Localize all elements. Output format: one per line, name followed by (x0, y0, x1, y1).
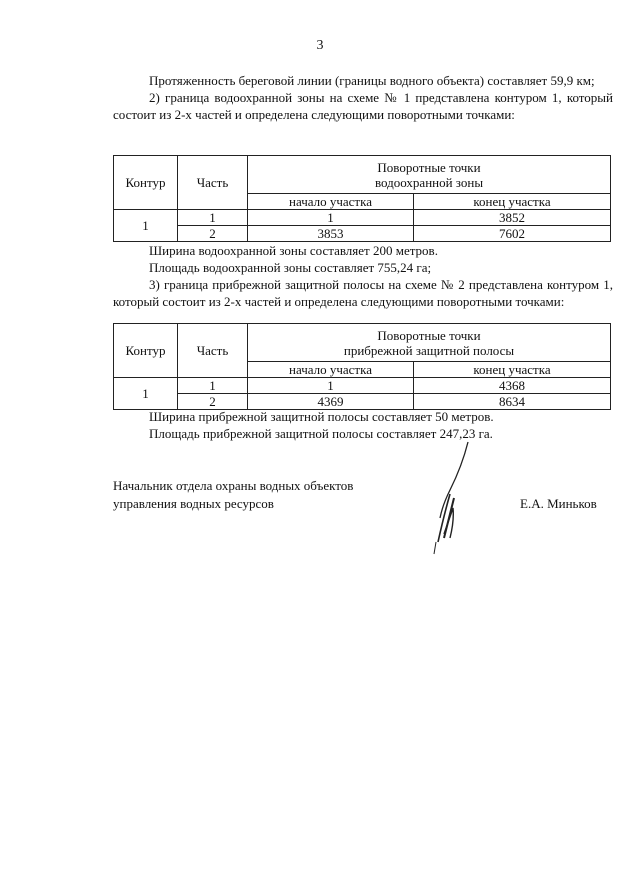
strip-area-paragraph: Площадь прибрежной защитной полосы составляет 247,23 га. (149, 426, 493, 441)
end-cell: 3852 (414, 210, 611, 226)
bottom-text (113, 408, 613, 442)
table-row (114, 210, 611, 226)
header-turning-points-line2: водоохранной зоны (374, 174, 484, 190)
header-part: Часть (178, 324, 248, 378)
header-turning-points (248, 324, 611, 362)
header-part: Часть (178, 156, 248, 210)
header-contour: Контур (114, 324, 178, 378)
header-turning-points-line1: Поворотные точки (377, 327, 481, 343)
page-number: 3 (316, 38, 324, 53)
part-cell: 2 (178, 394, 248, 410)
handwritten-signature-icon (420, 438, 480, 558)
end-cell: 8634 (414, 394, 611, 410)
strip-width-paragraph: Ширина прибрежной защитной полосы составляет 50 метров. (149, 409, 494, 424)
start-cell: 1 (248, 210, 414, 226)
start-cell: 4369 (248, 394, 414, 410)
signer-name: Е.А. Миньков (520, 496, 597, 511)
part-cell: 1 (178, 210, 248, 226)
water-protection-zone-paragraph: 2) граница водоохранной зоны на схеме № 1 представлена контуром 1, который состоит из 2-х частей и определена следующими поворотными точками: (113, 90, 613, 122)
coastal-strip-paragraph: 3) граница прибрежной защитной полосы на схеме № 2 представлена контуром 1, который состоит из 2-х частей и определена следующими поворотными точками: (113, 277, 613, 309)
water-protection-zone-table (113, 155, 611, 242)
part-cell: 2 (178, 226, 248, 242)
shoreline-length-paragraph: Протяженность береговой линии (границы водного объекта) составляет 59,9 км; (149, 73, 595, 88)
end-cell: 4368 (414, 378, 611, 394)
signer-position-line1: Начальник отдела охраны водных объектов (113, 478, 354, 493)
contour-cell: 1 (114, 210, 178, 242)
contour-cell: 1 (114, 378, 178, 410)
intro-text (113, 72, 613, 123)
start-cell: 1 (248, 378, 414, 394)
table-row (114, 378, 611, 394)
header-turning-points-line1: Поворотные точки (377, 159, 481, 175)
middle-text (113, 242, 613, 310)
coastal-protection-strip-table (113, 323, 611, 410)
header-end: конец участка (414, 362, 611, 378)
part-cell: 1 (178, 378, 248, 394)
end-cell: 7602 (414, 226, 611, 242)
header-start: начало участка (248, 194, 414, 210)
zone-area-paragraph: Площадь водоохранной зоны составляет 755,24 га; (149, 260, 432, 275)
header-start: начало участка (248, 362, 414, 378)
table-row (114, 226, 611, 242)
start-cell: 3853 (248, 226, 414, 242)
header-contour: Контур (114, 156, 178, 210)
signer-position-line2: управления водных ресурсов (113, 496, 274, 511)
header-turning-points (248, 156, 611, 194)
zone-width-paragraph: Ширина водоохранной зоны составляет 200 метров. (149, 243, 438, 258)
header-turning-points-line2: прибрежной защитной полосы (343, 342, 515, 358)
header-end: конец участка (414, 194, 611, 210)
